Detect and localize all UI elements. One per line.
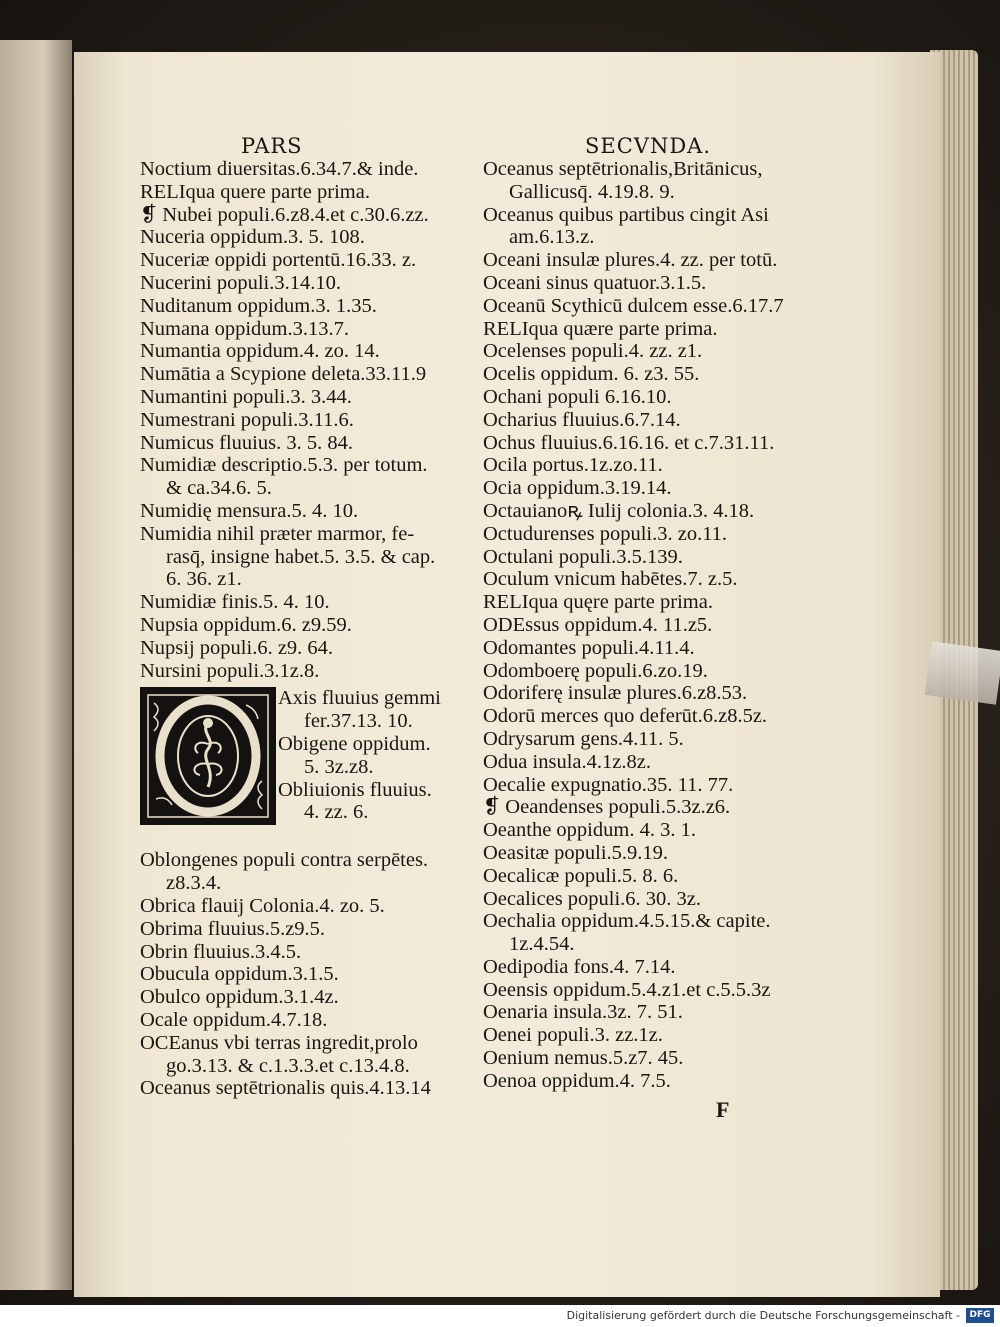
- facing-page-edge: [0, 40, 72, 1290]
- index-entry: Numidiæ descriptio.5.3. per totum.: [140, 454, 428, 477]
- index-entry: Obrica flauij Colonia.4. zo. 5.: [140, 894, 385, 917]
- index-entry: Numantia oppidum.4. zo. 14.: [140, 340, 380, 363]
- index-entry: 1z.4.54.: [509, 933, 575, 956]
- index-entry: ODEssus oppidum.4. 11.z5.: [483, 613, 713, 636]
- index-entry: Obigene oppidum.: [278, 732, 431, 755]
- index-entry: Ocia oppidum.3.19.14.: [483, 477, 672, 500]
- index-entry: Numidia nihil præter marmor, fe-: [140, 522, 415, 545]
- index-entry: go.3.13. & c.1.3.3.et c.13.4.8.: [166, 1054, 410, 1077]
- index-entry: Obulco oppidum.3.1.4z.: [140, 986, 339, 1009]
- index-entry: 4. zz. 6.: [304, 801, 369, 824]
- index-entry: Oenaria insula.3z. 7. 51.: [483, 1001, 683, 1024]
- index-entry: Odrysarum gens.4.11. 5.: [483, 727, 684, 750]
- left-column: [140, 158, 470, 1100]
- index-entry: & ca.34.6. 5.: [166, 477, 272, 500]
- index-entry: Oecalicæ populi.5. 8. 6.: [483, 864, 679, 887]
- index-entry: Odorū merces quo deferūt.6.z8.5z.: [483, 705, 768, 728]
- index-entry: Oceani sinus quatuor.3.1.5.: [483, 271, 707, 294]
- index-entry: Odomboerę populi.6.zo.19.: [483, 659, 708, 682]
- index-entry: Octulani populi.3.5.139.: [483, 545, 683, 568]
- bookmark-tab: [925, 641, 1000, 704]
- index-entry: am.6.13.z.: [509, 226, 595, 249]
- index-entry: Oenei populi.3. zz.1z.: [483, 1024, 663, 1047]
- index-entry: Ochani populi 6.16.10.: [483, 385, 672, 408]
- index-entry: 6. 36. z1.: [166, 568, 242, 591]
- index-entry: Nupsij populi.6. z9. 64.: [140, 636, 334, 659]
- index-entry: Oceanus septētrionalis quis.4.13.14: [140, 1077, 431, 1100]
- index-entry: Axis fluuius gemmi: [278, 687, 441, 710]
- index-entry: Nucerini populi.3.14.10.: [140, 271, 341, 294]
- index-entry: Obrima fluuius.5.z9.5.: [140, 917, 326, 940]
- index-entry: Oeasitæ populi.5.9.19.: [483, 841, 669, 864]
- index-entry: RELIqua quęre parte prima.: [483, 591, 713, 614]
- index-entry: Nuceriæ oppidi portentū.16.33. z.: [140, 249, 417, 272]
- decorated-initial-O-icon: [140, 687, 276, 825]
- funding-notice: Digitalisierung gefördert durch die Deutsche Forschungsgemeinschaft -: [566, 1309, 960, 1322]
- index-entry: Oecalie expugnatio.35. 11. 77.: [483, 773, 734, 796]
- index-entry: Oceanus quibus partibus cingit Asi: [483, 203, 769, 226]
- index-entry: Ocila portus.1z.zo.11.: [483, 454, 663, 477]
- footer-bar: [0, 1305, 1000, 1327]
- index-entry: Odoriferę insulæ plures.6.z8.53.: [483, 682, 748, 705]
- index-entry: Odua insula.4.1z.8z.: [483, 750, 651, 773]
- index-entry: Obrin fluuius.3.4.5.: [140, 940, 302, 963]
- index-entry: Gallicusq̄. 4.19.8. 9.: [509, 180, 675, 203]
- index-entry: Ocale oppidum.4.7.18.: [140, 1008, 328, 1031]
- initial-entries: [278, 687, 441, 824]
- index-entry: Numidiæ finis.5. 4. 10.: [140, 591, 330, 614]
- index-entry: Noctium diuersitas.6.34.7.& inde.: [140, 158, 419, 180]
- index-entry: Odomantes populi.4.11.4.: [483, 636, 695, 659]
- index-entry: Numana oppidum.3.13.7.: [140, 317, 349, 340]
- index-entry: Oeanthe oppidum. 4. 3. 1.: [483, 819, 696, 842]
- initial-block: [140, 687, 470, 847]
- index-entry: Ocharius fluuius.6.7.14.: [483, 408, 681, 431]
- index-entry: Oceani insulæ plures.4. zz. per totū.: [483, 249, 778, 272]
- index-entry: Numidię mensura.5. 4. 10.: [140, 499, 359, 522]
- index-entry: Ochus fluuius.6.16.16. et c.7.31.11.: [483, 431, 775, 454]
- index-entry: Oeensis oppidum.5.4.z1.et c.5.5.3z: [483, 978, 771, 1001]
- index-entry: Oceanū Scythicū dulcem esse.6.17.7: [483, 294, 784, 317]
- index-entry: Obucula oppidum.3.1.5.: [140, 963, 339, 986]
- index-entry: Numestrani populi.3.11.6.: [140, 408, 354, 431]
- index-entry: Ocelenses populi.4. zz. z1.: [483, 340, 703, 363]
- right-column: [483, 158, 818, 1093]
- index-entry: Nursini populi.3.1z.8.: [140, 659, 320, 682]
- running-head-left: PARS: [241, 134, 303, 158]
- index-entry: Nuditanum oppidum.3. 1.35.: [140, 294, 377, 317]
- index-entry: Nuceria oppidum.3. 5. 108.: [140, 226, 365, 249]
- index-entry: Oechalia oppidum.4.5.15.& capite.: [483, 910, 771, 933]
- index-entry: ❡ Nubei populi.6.z8.4.et c.30.6.zz.: [140, 203, 429, 226]
- index-entry: fer.37.13. 10.: [304, 710, 413, 733]
- dfg-logo-icon: DFG: [966, 1308, 994, 1323]
- index-entry: Oceanus septētrionalis,Britānicus,: [483, 158, 763, 180]
- index-entry: Oculum vnicum habētes.7. z.5.: [483, 568, 738, 591]
- index-entry: Octauianoꝶ Iulij colonia.3. 4.18.: [483, 499, 755, 522]
- index-entry: rasq̄, insigne habet.5. 3.5. & cap.: [166, 545, 436, 568]
- index-entry: Ocelis oppidum. 6. z3. 55.: [483, 363, 700, 386]
- index-entry: RELIqua quære parte prima.: [483, 317, 718, 340]
- index-entry: Oenoa oppidum.4. 7.5.: [483, 1069, 671, 1092]
- index-entry: Obliuionis fluuius.: [278, 778, 432, 801]
- index-entry: Oenium nemus.5.z7. 45.: [483, 1047, 684, 1070]
- index-entry: Numicus fluuius. 3. 5. 84.: [140, 431, 353, 454]
- index-entry: ❡ Oeandenses populi.5.3z.z6.: [483, 796, 731, 819]
- index-entry: Numantini populi.3. 3.44.: [140, 385, 352, 408]
- index-entry: Nupsia oppidum.6. z9.59.: [140, 613, 352, 636]
- index-entry: 5. 3z.z8.: [304, 755, 374, 778]
- running-head-right: SECVNDA.: [585, 134, 712, 158]
- index-entry: RELIqua quere parte prima.: [140, 180, 370, 203]
- index-entry: Oecalices populi.6. 30. 3z.: [483, 887, 702, 910]
- index-entry: Oedipodia fons.4. 7.14.: [483, 955, 676, 978]
- signature-mark: F: [716, 1097, 730, 1122]
- index-entry: Oblongenes populi contra serpētes.: [140, 849, 429, 872]
- left-entries-continued: [140, 849, 470, 1100]
- index-entry: z8.3.4.: [166, 872, 222, 895]
- left-entries: [140, 158, 470, 682]
- index-entry: OCEanus vbi terras ingredit,prolo: [140, 1031, 418, 1054]
- index-entry: Octudurenses populi.3. zo.11.: [483, 522, 728, 545]
- index-entry: Numātia a Scypione deleta.33.11.9: [140, 363, 427, 386]
- right-entries: [483, 158, 818, 1093]
